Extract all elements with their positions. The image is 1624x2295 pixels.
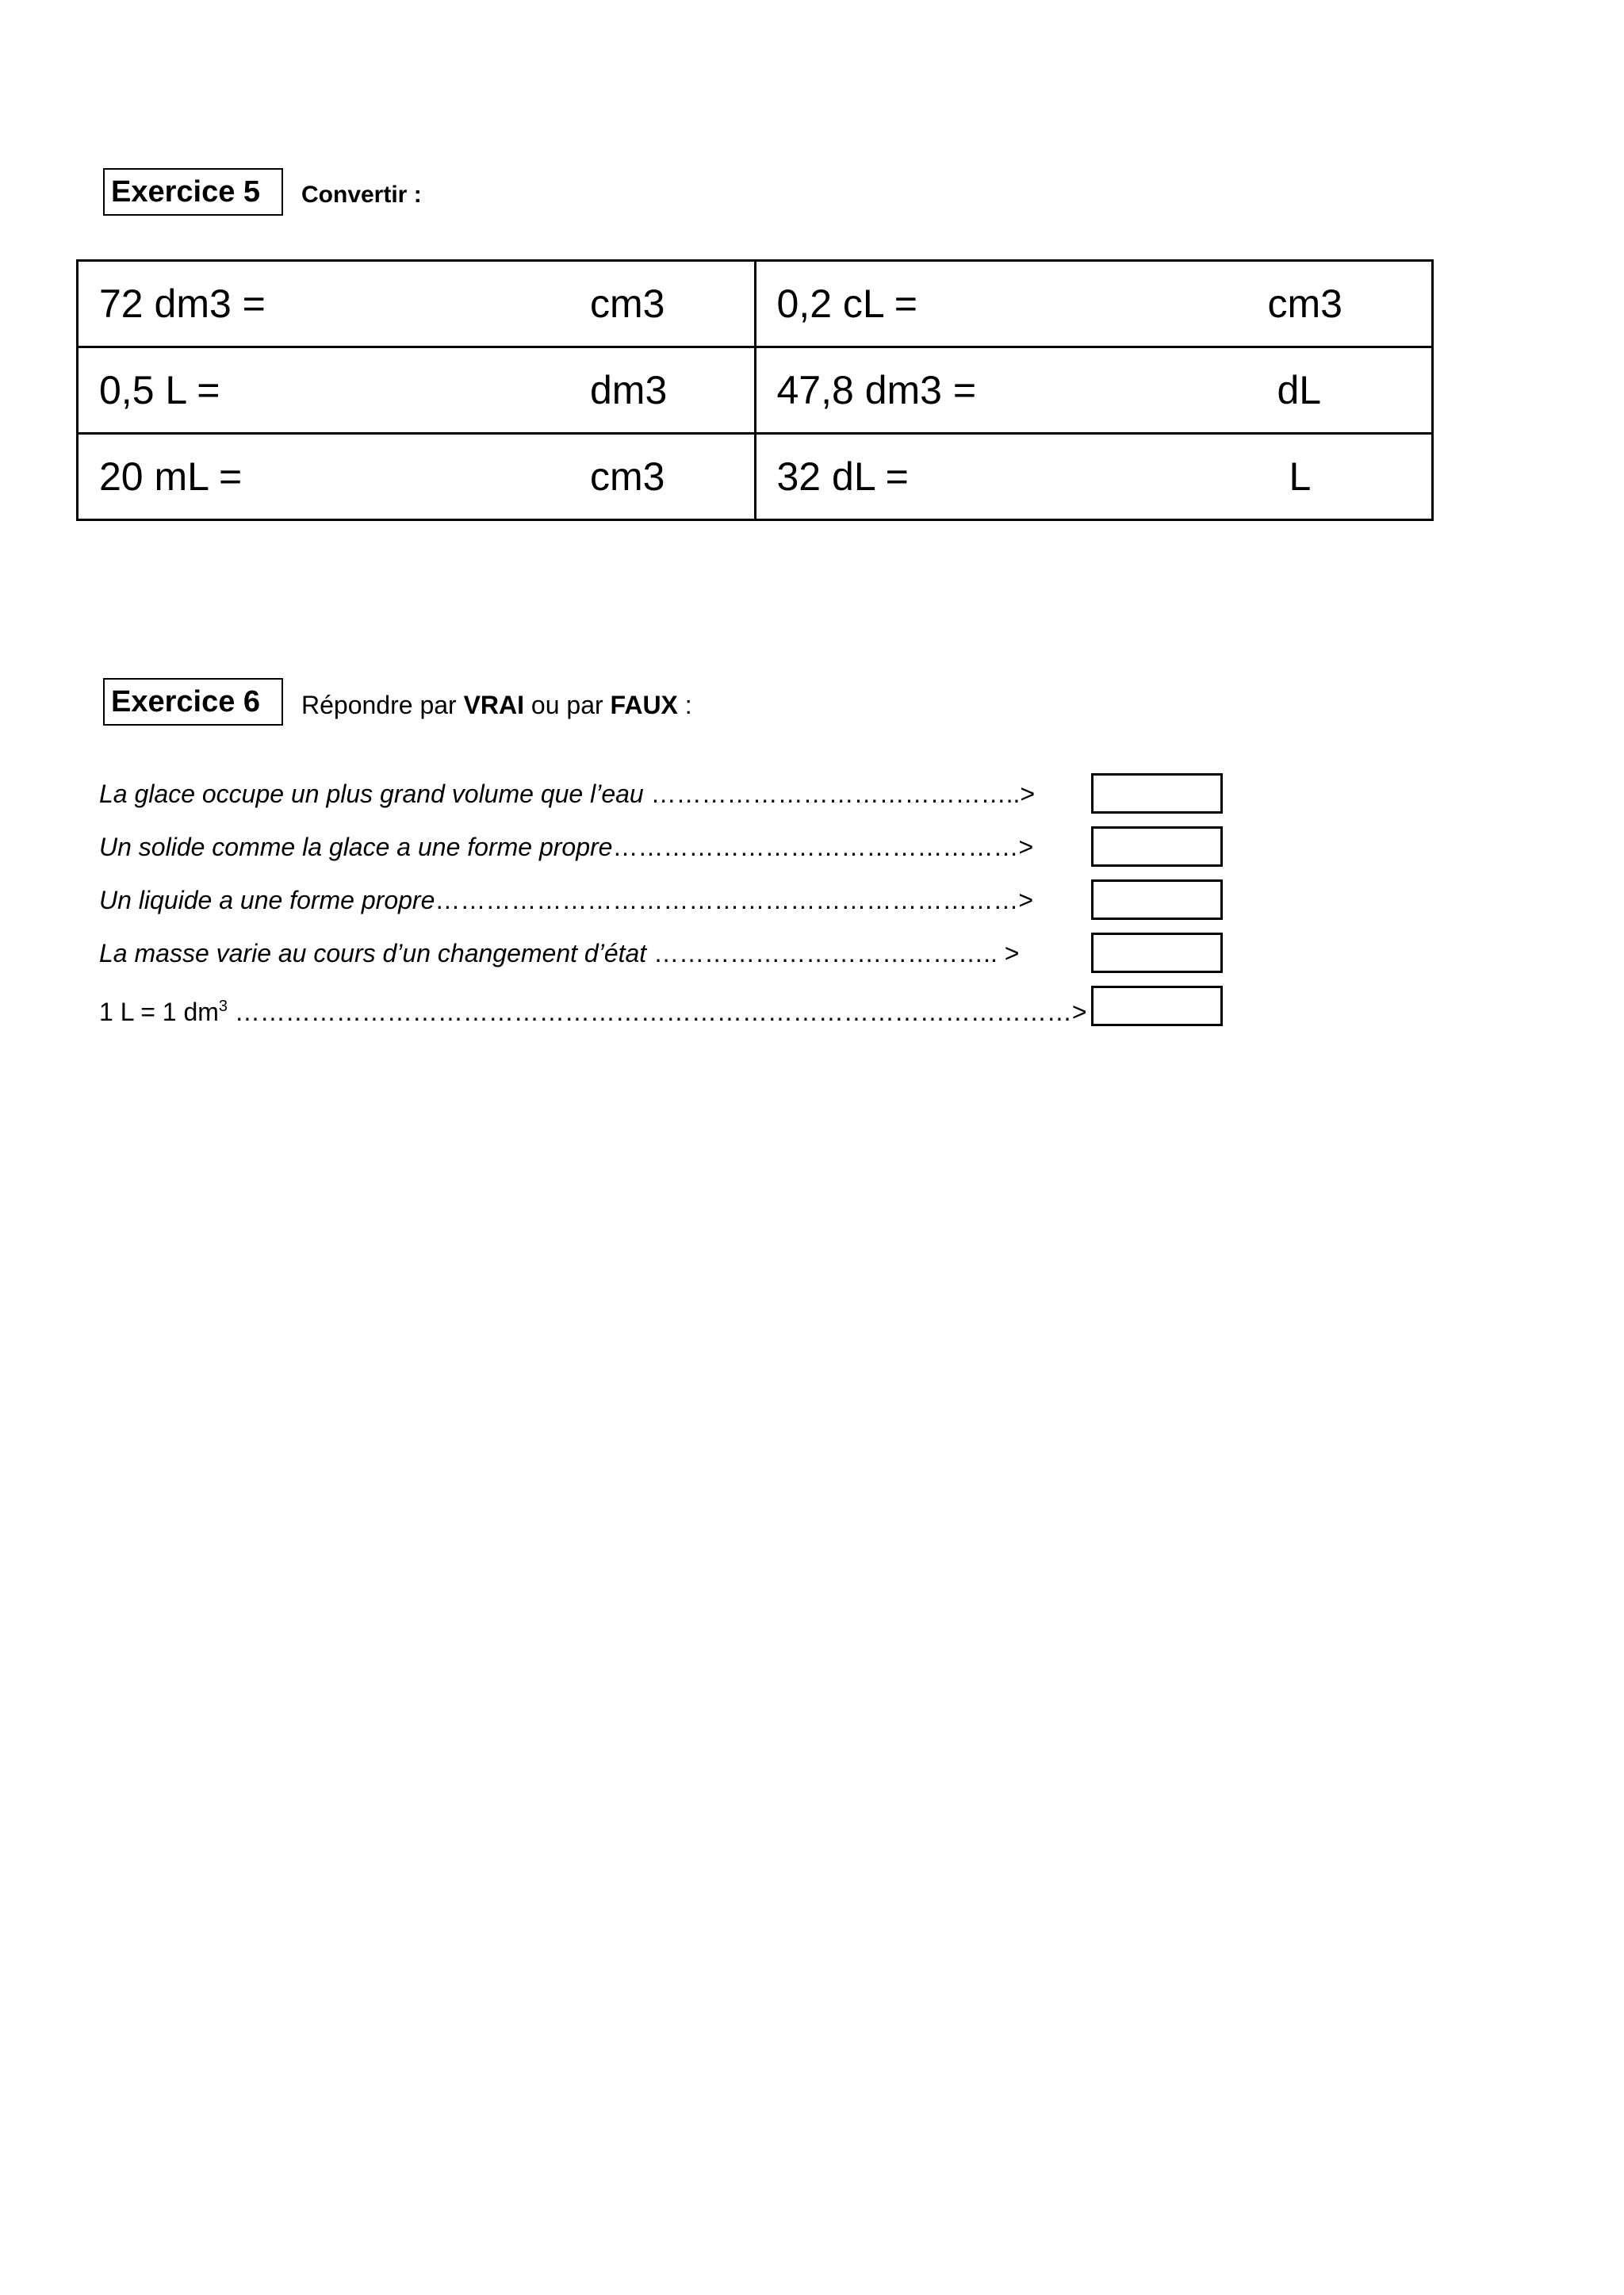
conversion-unit: cm3 bbox=[1267, 282, 1342, 326]
conversion-table bbox=[76, 259, 1434, 521]
table-row bbox=[78, 347, 1433, 434]
conversion-expression: 0,5 L = bbox=[99, 368, 220, 412]
statement-text: Un liquide a une forme propre bbox=[99, 886, 435, 914]
conversion-unit: dL bbox=[1277, 368, 1322, 412]
statement-text: Un solide comme la glace a une forme propre bbox=[99, 833, 613, 861]
true-false-statement bbox=[99, 831, 1033, 863]
instruction-colon: : bbox=[684, 691, 692, 719]
conversion-unit: dm3 bbox=[590, 368, 668, 412]
conversion-expression: 32 dL = bbox=[776, 454, 909, 499]
instruction-text: ou par bbox=[530, 691, 603, 719]
leader-dots: ………………………………………………………………………………………> bbox=[228, 998, 1087, 1026]
true-false-statement bbox=[99, 990, 1087, 1028]
conversion-unit: L bbox=[1289, 454, 1312, 499]
table-row bbox=[78, 434, 1433, 520]
leader-dots: ……………………………………………………………> bbox=[435, 886, 1034, 914]
vrai-keyword: VRAI bbox=[463, 691, 525, 719]
conversion-cell[interactable] bbox=[755, 434, 1433, 520]
statement-text: La masse varie au cours d’un changement d’état bbox=[99, 939, 647, 967]
leader-dots: ………………………………….. > bbox=[646, 939, 1020, 967]
exercise-6-instruction bbox=[301, 683, 692, 727]
answer-box[interactable] bbox=[1091, 773, 1223, 814]
leader-dots: ……………………………………..> bbox=[643, 780, 1036, 808]
exercise-5-title: Exercice 5 bbox=[103, 168, 283, 216]
statement-text: 1 L = 1 dm bbox=[99, 998, 219, 1026]
exponent: 3 bbox=[218, 998, 228, 1015]
answer-box[interactable] bbox=[1091, 933, 1223, 973]
conversion-cell[interactable] bbox=[755, 261, 1433, 347]
exercise-5-instruction: Convertir : bbox=[301, 182, 422, 208]
conversion-cell[interactable] bbox=[78, 261, 756, 347]
faux-keyword: FAUX bbox=[610, 691, 678, 719]
instruction-text: Répondre par bbox=[301, 691, 457, 719]
exercise-6-title: Exercice 6 bbox=[103, 678, 283, 726]
true-false-statement bbox=[99, 778, 1035, 810]
answer-box[interactable] bbox=[1091, 879, 1223, 920]
answer-box[interactable] bbox=[1091, 826, 1223, 867]
conversion-expression: 72 dm3 = bbox=[99, 282, 266, 326]
conversion-unit: cm3 bbox=[590, 454, 665, 499]
statement-text: La glace occupe un plus grand volume que l’eau bbox=[99, 780, 644, 808]
conversion-unit: cm3 bbox=[590, 282, 665, 326]
conversion-cell[interactable] bbox=[755, 347, 1433, 434]
conversion-cell[interactable] bbox=[78, 434, 756, 520]
answer-box[interactable] bbox=[1091, 986, 1223, 1026]
conversion-cell[interactable] bbox=[78, 347, 756, 434]
conversion-expression: 47,8 dm3 = bbox=[776, 368, 977, 412]
conversion-expression: 0,2 cL = bbox=[776, 282, 917, 326]
leader-dots: …………………………………………> bbox=[612, 833, 1034, 861]
table-row bbox=[78, 261, 1433, 347]
conversion-expression: 20 mL = bbox=[99, 454, 243, 499]
true-false-statement bbox=[99, 937, 1019, 969]
true-false-statement bbox=[99, 884, 1033, 916]
